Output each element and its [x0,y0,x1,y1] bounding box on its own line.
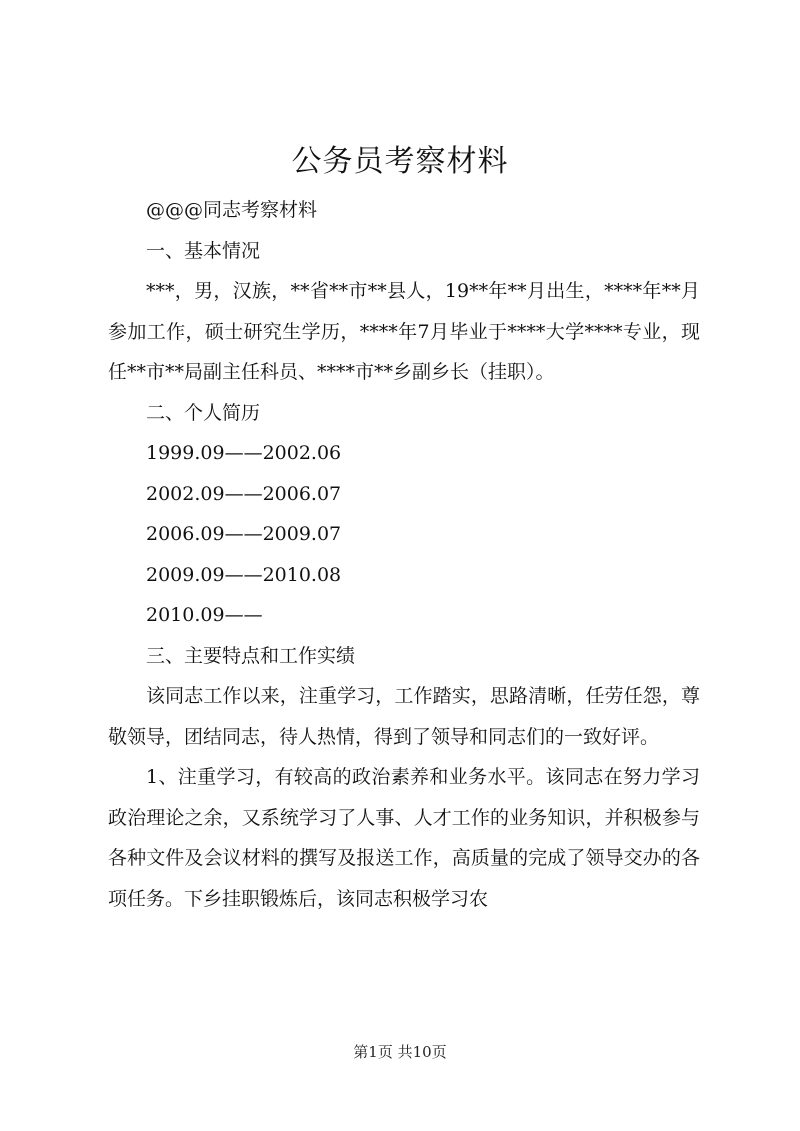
timeline-entry: 2009.09——2010.08 [146,563,342,586]
paragraph-basic-info: ***，男，汉族，**省**市**县人，19**年**月出生，****年**月参加工作，硕士研究生学历，****年7月毕业于****大学****专业，现任**市**局副主任科员、****市**乡副乡长（挂职）。 [108,280,700,383]
timeline-entry: 2010.09—— [146,604,263,626]
timeline-entry: 1999.09——2002.06 [146,442,342,464]
section-heading-basic-info: 一、基本情况 [146,239,261,262]
document-title: 公务员考察材料 [291,144,509,179]
paragraph-summary: 该同志工作以来，注重学习，工作踏实，思路清晰，任劳任怨，尊敬领导，团结同志，待人热情，得到了领导和同志们的一致好评。 [108,685,700,748]
paragraph-point-1: 1、注重学习，有较高的政治素养和业务水平。该同志在努力学习政治理论之余，又系统学习了人事、人才工作的业务知识，并积极参与各种文件及会议材料的撰写及报送工作，高质量的完成了领导交办的各项任务。下乡挂职锻炼后，该同志积极学习农 [108,766,700,910]
timeline-entry: 2002.09——2006.07 [146,482,342,505]
document-body [108,190,700,919]
section-heading-resume: 二、个人简历 [146,401,261,424]
paragraph-subject: @@@同志考察材料 [146,199,318,221]
section-heading-achievements: 三、主要特点和工作实绩 [146,644,356,667]
page-footer: 第1页 共10页 [353,1043,447,1061]
timeline-entry: 2006.09——2009.07 [146,523,342,545]
